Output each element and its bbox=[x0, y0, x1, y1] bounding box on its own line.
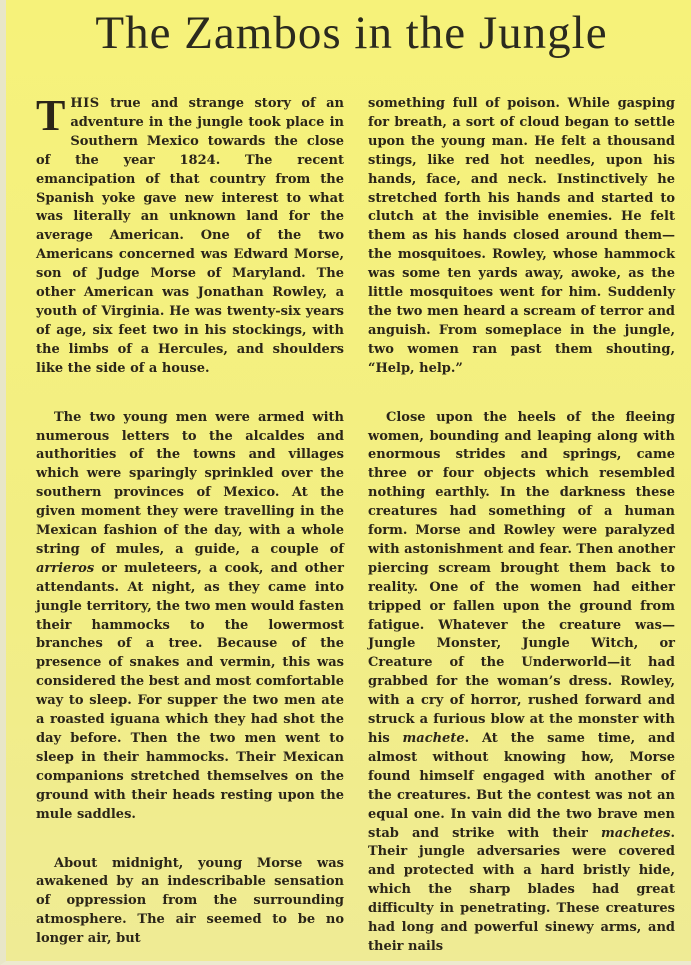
paragraph-creatures-text-a: Close upon the heels of the fleeing women, bounding and leaping along with enormous strides and springs, came three or four objects which resembled nothing earthly. In the darkness these creatures had something of a human form. Morse and Rowley were paralyzed with astonishment and fear. Then another piercing scream brought them back to reality. One of the women had either tripped or fallen upon the ground from fatigue. Whatever the creature was—Jungle Monster, Jungle Witch, or Creature of the Underworld—it had grabbed for the woman’s dress. Rowley, with a cry of horror, rushed forward and struck a furious blow at the monster with his bbox=[368, 409, 675, 746]
paragraph-journey bbox=[36, 409, 344, 825]
right-column bbox=[368, 95, 675, 957]
paragraph-creatures bbox=[368, 409, 675, 957]
paragraph-creatures-italic-a: machete bbox=[402, 731, 465, 746]
paragraph-creatures-italic-b: machetes bbox=[601, 825, 671, 841]
paragraph-creatures-text-c: . Their jungle adversaries were covered and protected with a hard bristly hide, which the sharp blades had great difficulty in penetrating. These creatures had long and powerful sinewy arms, and their nails bbox=[368, 825, 675, 954]
paragraph-journey-text-a: The two young men were armed with numerous letters to the alcaldes and authorities of the towns and villages which were sparingly sprinkled over the southern provinces of Mexico. At the given moment they were travelling in the Mexican fashion of the day, with a whole string of mules, a guide, a couple of bbox=[36, 409, 344, 557]
lead-word: HIS bbox=[70, 96, 100, 111]
paragraph-mosquitoes: something full of poison. While gasping for breath, a sort of cloud began to settle upon the young man. He felt a thousand stings, like red hot needles, upon his hands, face, and neck. Instinctively he stretched forth his hands and started to clutch at the invisible enemies. He felt them as his hands closed around them—the mosquitoes. Rowley, whose hammock was some ten yards away, awoke, as the little mosquitoes went for him. Suddenly the two men heard a scream of terror and anguish. From someplace in the jungle, two women ran past them shouting, “Help, help.” bbox=[368, 96, 675, 376]
paragraph-journey-italic: arrieros bbox=[36, 560, 95, 576]
paragraph-intro-text: true and strange story of an adventure in the jungle took place in Southern Mexico towards the close of the year 1824. The recent emancipation of that country from the Spanish yoke gave new interest to what was literally an unknown land for the average American. One of the two Americans concerned was Edward Morse, son of Judge Morse of Maryland. The other American was Jonathan Rowley, a youth of Virginia. He was twenty-six years of age, six feet two in his stockings, with the limbs of a Hercules, and shoulders like the side of a house. bbox=[36, 96, 344, 376]
drop-cap: T bbox=[36, 91, 66, 140]
paragraph-journey-text-b: or muleteers, a cook, and other attendants. At night, as they came into jungle territory, the two men would fasten their hammocks to the lowermost branches of a tree. Because of the presence of snakes and vermin, this was considered the best and most comfortable way to sleep. For supper the two men ate a roasted iguana which they had shot the day before. Then the two men went to sleep in their hammocks. Their Mexican companions stretched themselves on the ground with their heads resting upon the mule saddles. bbox=[36, 560, 344, 822]
paragraph-creatures-text-b: . At the same time, and almost without knowing how, Morse found himself engaged with another of the creatures. But the contest was not an equal one. In vain did the two brave men stab and strike with their bbox=[368, 731, 675, 841]
left-column bbox=[36, 91, 344, 949]
paragraph-intro bbox=[36, 91, 344, 379]
paragraph-midnight: About midnight, young Morse was awakened by an indescribable sensation of oppression from the surrounding atmosphere. The air seemed to be no longer air, but bbox=[36, 855, 344, 947]
story-title: The Zambos in the Jungle bbox=[95, 7, 608, 59]
